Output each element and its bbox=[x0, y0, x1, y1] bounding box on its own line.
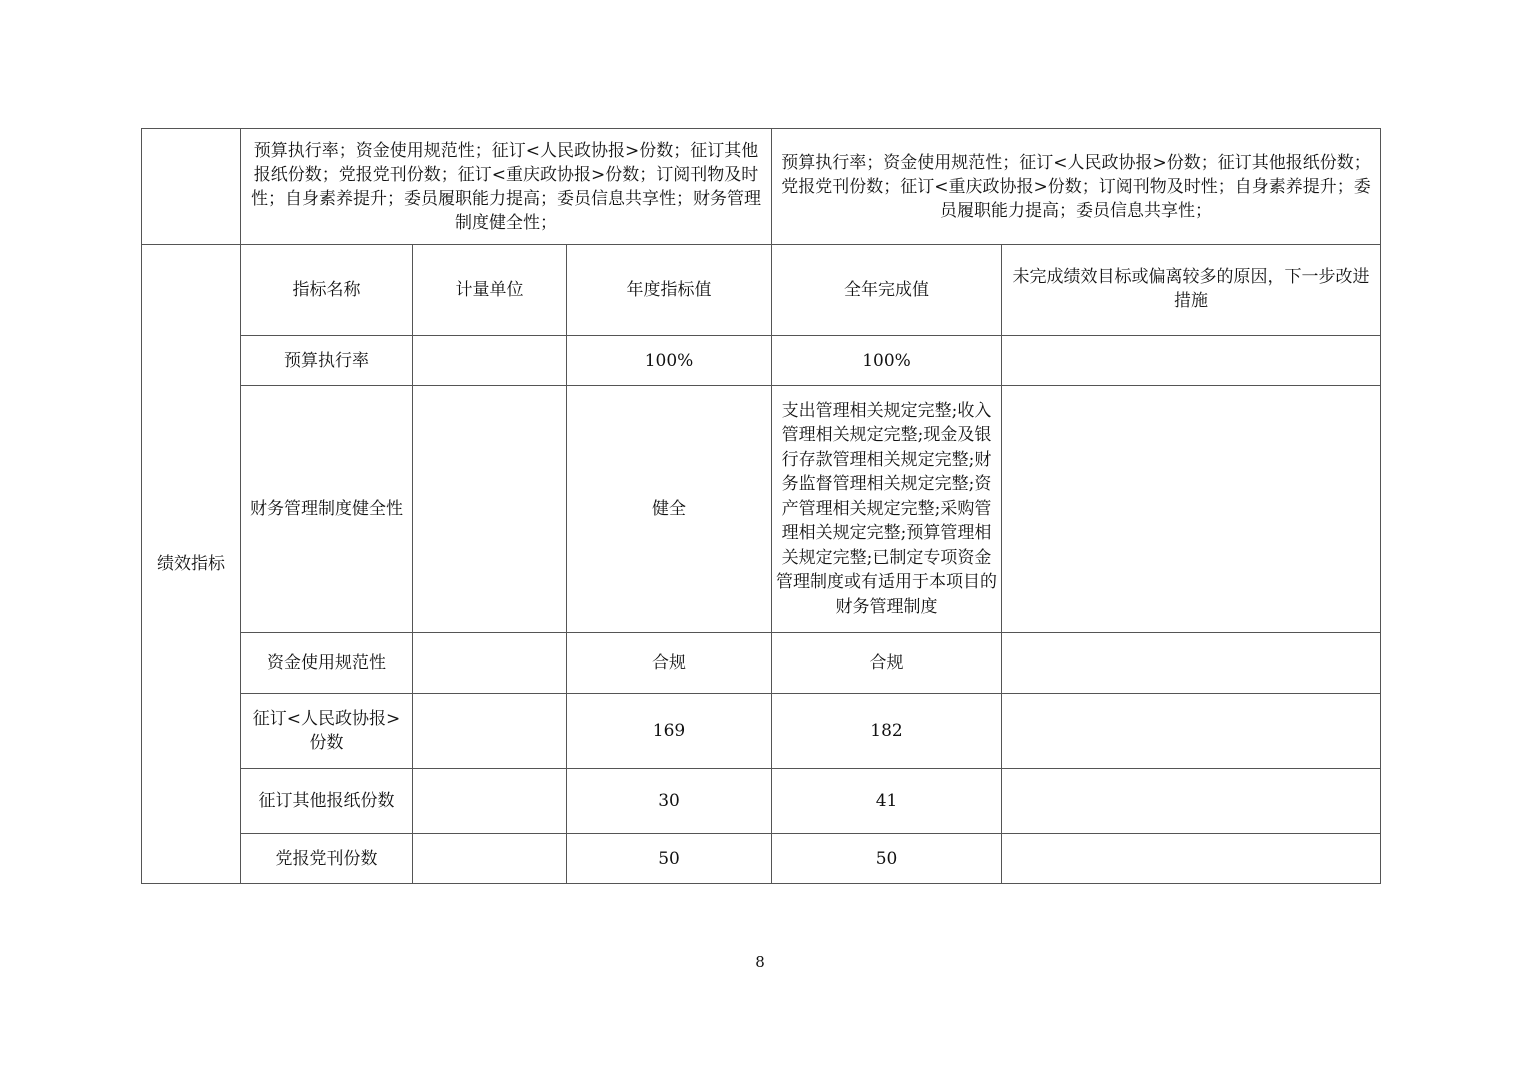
indicator-actual: 50 bbox=[772, 834, 1002, 884]
indicator-actual: 支出管理相关规定完整;收入管理相关规定完整;现金及银行存款管理相关规定完整;财务监督管理相关规定完整;资产管理相关规定完整;采购管理相关规定完整;预算管理相关规定完整;已制定专项资金管理制度或有适用于本项目的财务管理制度 bbox=[772, 386, 1002, 633]
header-unit: 计量单位 bbox=[413, 245, 567, 336]
indicator-target: 30 bbox=[567, 769, 772, 834]
indicator-reason bbox=[1002, 386, 1381, 633]
indicator-actual: 100% bbox=[772, 336, 1002, 386]
page-number: 8 bbox=[755, 953, 765, 971]
empty-cell bbox=[142, 129, 241, 245]
indicator-name: 财务管理制度健全性 bbox=[241, 386, 413, 633]
indicator-unit bbox=[413, 769, 567, 834]
table-row bbox=[142, 386, 1381, 633]
header-name: 指标名称 bbox=[241, 245, 413, 336]
performance-table bbox=[141, 128, 1381, 884]
indicator-target: 50 bbox=[567, 834, 772, 884]
table-row bbox=[142, 834, 1381, 884]
indicator-name: 资金使用规范性 bbox=[241, 633, 413, 694]
summary-row bbox=[142, 129, 1381, 245]
indicator-unit bbox=[413, 834, 567, 884]
indicator-target: 169 bbox=[567, 694, 772, 769]
indicator-actual: 182 bbox=[772, 694, 1002, 769]
header-target: 年度指标值 bbox=[567, 245, 772, 336]
indicator-target: 100% bbox=[567, 336, 772, 386]
indicator-unit bbox=[413, 336, 567, 386]
indicator-name: 征订<人民政协报>份数 bbox=[241, 694, 413, 769]
indicator-reason bbox=[1002, 336, 1381, 386]
section-label: 绩效指标 bbox=[142, 245, 241, 884]
indicator-reason bbox=[1002, 769, 1381, 834]
header-reason: 未完成绩效目标或偏离较多的原因，下一步改进措施 bbox=[1002, 245, 1381, 336]
table-row bbox=[142, 769, 1381, 834]
indicator-reason bbox=[1002, 834, 1381, 884]
indicator-target: 健全 bbox=[567, 386, 772, 633]
indicator-unit bbox=[413, 633, 567, 694]
indicator-name: 征订其他报纸份数 bbox=[241, 769, 413, 834]
indicator-target: 合规 bbox=[567, 633, 772, 694]
indicator-reason bbox=[1002, 633, 1381, 694]
indicator-name: 预算执行率 bbox=[241, 336, 413, 386]
indicator-unit bbox=[413, 694, 567, 769]
table-row bbox=[142, 336, 1381, 386]
indicator-unit bbox=[413, 386, 567, 633]
table-row bbox=[142, 694, 1381, 769]
indicator-name: 党报党刊份数 bbox=[241, 834, 413, 884]
table-row bbox=[142, 633, 1381, 694]
indicator-actual: 41 bbox=[772, 769, 1002, 834]
indicator-reason bbox=[1002, 694, 1381, 769]
actual-results: 预算执行率；资金使用规范性；征订<人民政协报>份数；征订其他报纸份数；党报党刊份数；征订<重庆政协报>份数；订阅刊物及时性；自身素养提升；委员履职能力提高；委员信息共享性； bbox=[772, 129, 1381, 245]
header-actual: 全年完成值 bbox=[772, 245, 1002, 336]
planned-targets: 预算执行率；资金使用规范性；征订<人民政协报>份数；征订其他报纸份数；党报党刊份数；征订<重庆政协报>份数；订阅刊物及时性；自身素养提升；委员履职能力提高；委员信息共享性；财务管理制度健全性； bbox=[241, 129, 772, 245]
indicator-actual: 合规 bbox=[772, 633, 1002, 694]
header-row bbox=[142, 245, 1381, 336]
